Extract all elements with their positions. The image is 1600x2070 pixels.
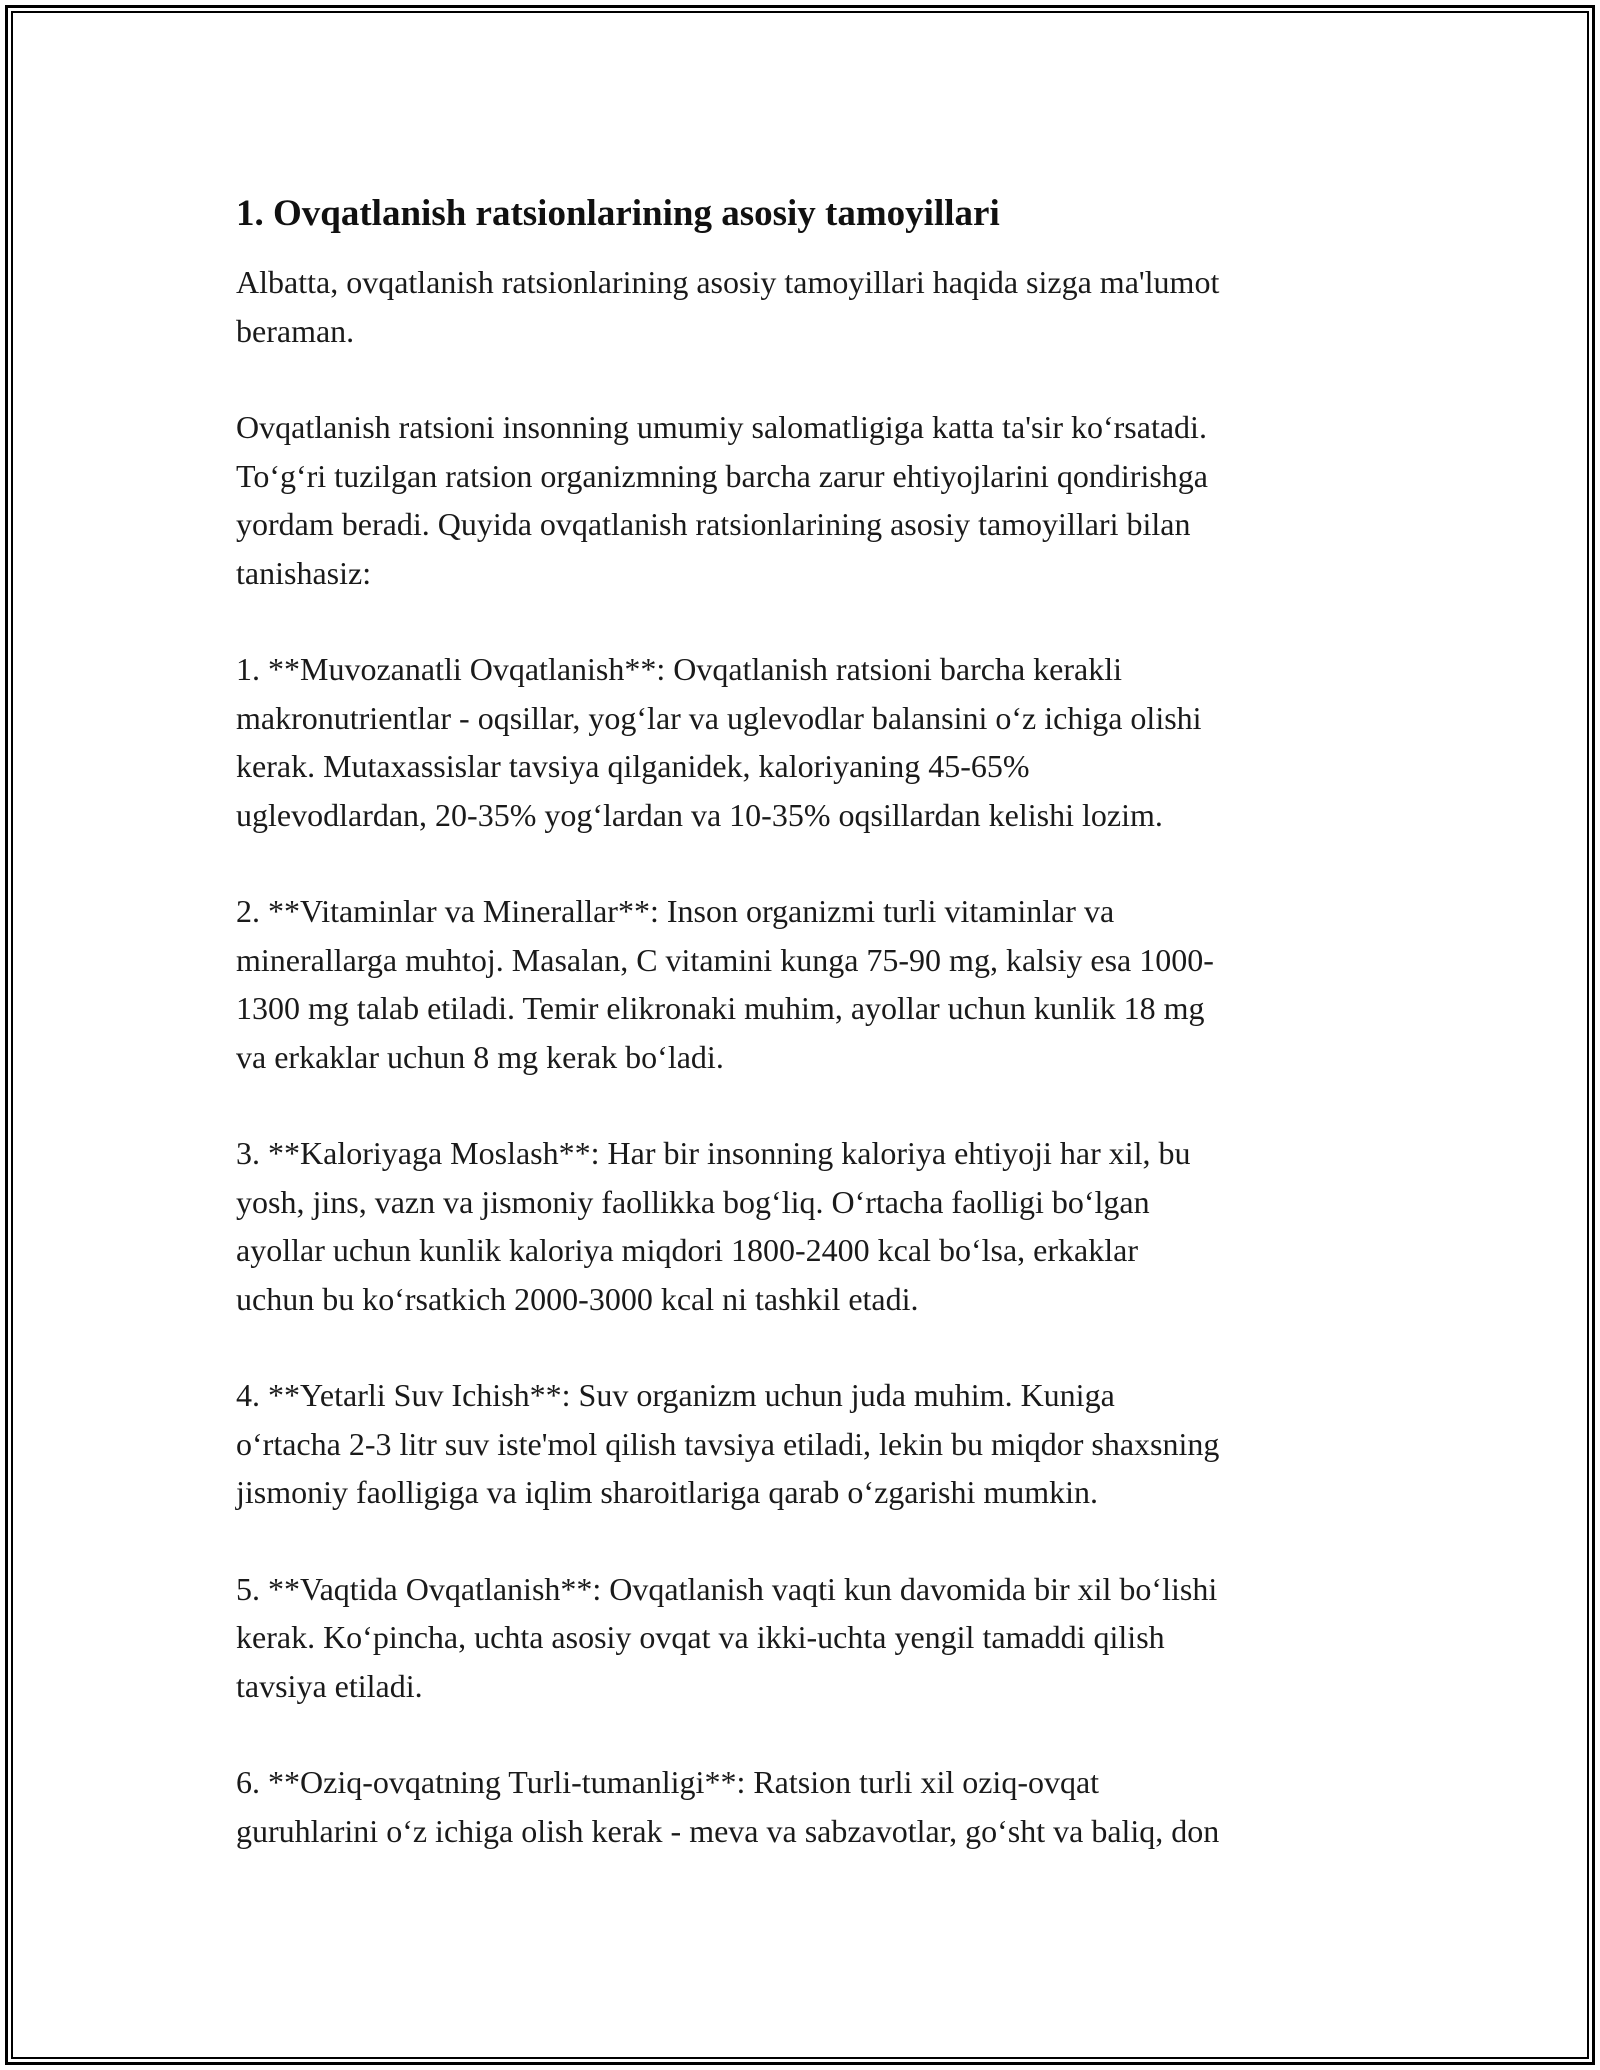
principle-4-paragraph: 4. **Yetarli Suv Ichish**: Suv organizm uchun juda muhim. Kuniga o‘rtacha 2-3 litr suv iste'mol qilish tavsiya etiladi, lekin bu miqdor shaxsning jismoniy faolligiga va iqlim sharoitlariga qarab o‘zgarishi mumkin. [236, 1377, 1220, 1510]
principle-2-paragraph: 2. **Vitaminlar va Minerallar**: Inson organizmi turli vitaminlar va minerallarga muhtoj. Masalan, C vitamini kunga 75-90 mg, kalsiy esa 1000- 1300 mg talab etiladi. Temir elikronaki muhim, ayollar uchun kunlik 18 mg va erkaklar uchun 8 mg kerak bo‘ladi. [236, 893, 1214, 1075]
intro-paragraph: Albatta, ovqatlanish ratsionlarining asosiy tamoyillari haqida sizga ma'lumot beraman. [236, 264, 1220, 349]
document-body [236, 186, 1376, 1903]
section-heading: 1. Ovqatlanish ratsionlarining asosiy tamoyillari [236, 193, 1000, 234]
principle-1-paragraph: 1. **Muvozanatli Ovqatlanish**: Ovqatlanish ratsioni barcha kerakli makronutrientlar - oqsillar, yog‘lar va uglevodlar balansini o‘z ichiga olishi kerak. Mutaxassislar tavsiya qilganidek, kaloriyaning 45-65% uglevodlardan, 20-35% yog‘lardan va 10-35% oqsillardan kelishi lozim. [236, 651, 1202, 833]
principle-3-paragraph: 3. **Kaloriyaga Moslash**: Har bir insonning kaloriya ehtiyoji har xil, bu yosh, jins, vazn va jismoniy faollikka bog‘liq. O‘rtacha faolligi bo‘lgan ayollar uchun kunlik kaloriya miqdori 1800-2400 kcal bo‘lsa, erkaklar uchun bu ko‘rsatkich 2000-3000 kcal ni tashkil etadi. [236, 1135, 1191, 1317]
principle-5-paragraph: 5. **Vaqtida Ovqatlanish**: Ovqatlanish vaqti kun davomida bir xil bo‘lishi kerak. Ko‘pincha, uchta asosiy ovqat va ikki-uchta yengil tamaddi qilish tavsiya etiladi. [236, 1570, 1218, 1704]
overview-paragraph: Ovqatlanish ratsioni insonning umumiy salomatligiga katta ta'sir ko‘rsatadi. To‘g‘ri tuzilgan ratsion organizmning barcha zarur ehtiyojlarini qondirishga yordam beradi. Quyida ovqatlanish ratsionlarining asosiy tamoyillari bilan tanishasiz: [236, 409, 1208, 591]
principle-6-paragraph: 6. **Oziq-ovqatning Turli-tumanligi**: Ratsion turli xil oziq-ovqat guruhlarini o‘z ichiga olish kerak - meva va sabzavotlar, go‘sht va baliq, don [236, 1764, 1220, 1849]
